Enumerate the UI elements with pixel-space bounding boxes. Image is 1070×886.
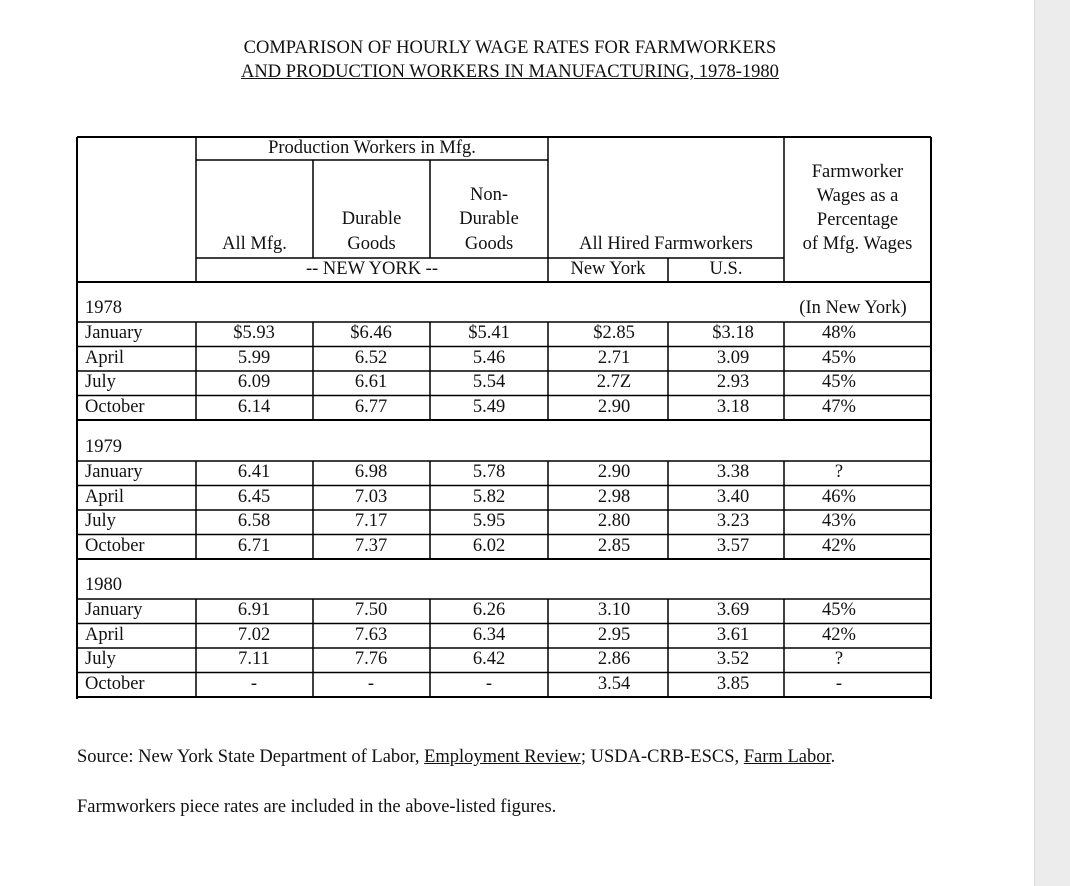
table-cell: 5.99	[237, 347, 271, 368]
year-label: 1978	[85, 298, 122, 318]
table-cell: 3.40	[716, 486, 750, 507]
header-pct-2: Wages as a	[816, 186, 899, 206]
table-cell: 6.02	[472, 535, 506, 556]
month-label: July	[85, 511, 116, 531]
pct-note: (In New York)	[799, 298, 907, 318]
title-line-1: COMPARISON OF HOURLY WAGE RATES FOR FARMWORKERS	[243, 38, 777, 58]
table-cell: 5.78	[472, 462, 506, 482]
table-cell: 5.46	[472, 347, 506, 368]
month-label: July	[85, 649, 116, 669]
table-cell: $3.18	[712, 323, 754, 343]
table-cell: -	[835, 673, 843, 694]
table-cell: 7.11	[238, 649, 270, 669]
footnote: Farmworkers piece rates are included in the above-listed figures.	[77, 797, 557, 817]
table-cell: 48%	[822, 323, 856, 343]
table-cell: 6.91	[237, 600, 271, 620]
header-pct-3: Percentage	[816, 210, 899, 230]
table-cell: 6.26	[472, 600, 506, 620]
month-label: October	[85, 535, 145, 556]
table-cell: 6.09	[237, 372, 271, 392]
year-label: 1979	[85, 437, 122, 457]
table-cell: 7.03	[354, 486, 388, 507]
header-all-hired-farmworkers: All Hired Farmworkers	[579, 234, 753, 254]
table-cell: 6.41	[237, 462, 271, 482]
table-cell: 2.80	[597, 511, 631, 531]
header-nondurable-3: Goods	[464, 234, 514, 254]
table-cell: 3.10	[597, 600, 631, 620]
header-durable-2: Goods	[347, 234, 396, 254]
month-label: April	[85, 486, 125, 507]
table-cell: 7.17	[354, 511, 388, 531]
month-label: April	[85, 347, 125, 368]
table-cell: 3.69	[716, 600, 750, 620]
table-cell: 3.09	[716, 347, 750, 368]
table-cell: $6.46	[350, 323, 392, 343]
table-cell: 7.63	[354, 624, 388, 645]
table-cell: 2.93	[716, 372, 750, 392]
table-cell: 7.50	[354, 600, 388, 620]
table-cell: $5.41	[468, 323, 510, 343]
month-label: July	[85, 372, 116, 392]
table-cell: 46%	[822, 486, 856, 507]
table-cell: 6.98	[354, 462, 388, 482]
header-production-workers: Production Workers in Mfg.	[268, 138, 476, 158]
table-cell: 3.52	[716, 649, 750, 669]
table-cell: ?	[834, 649, 844, 669]
month-label: January	[85, 600, 143, 620]
table-cell: 2.90	[597, 396, 631, 417]
table-cell: 2.86	[597, 649, 631, 669]
table-cell: 2.7Z	[596, 372, 632, 392]
month-label: January	[85, 323, 143, 343]
table-cell: 6.42	[472, 649, 506, 669]
table-cell: 3.61	[716, 624, 750, 645]
table-cell: 3.23	[716, 511, 750, 531]
table-cell: 5.82	[472, 486, 506, 507]
table-cell: 3.18	[716, 396, 750, 417]
table-cell: 5.54	[472, 372, 506, 392]
table-cell: -	[485, 673, 493, 694]
table-cell: 2.98	[597, 486, 631, 507]
header-new-york: New York	[570, 259, 646, 279]
table-cell: 6.61	[354, 372, 388, 392]
header-new-york-band: -- NEW YORK --	[305, 259, 439, 279]
header-pct-1: Farmworker	[811, 162, 904, 182]
table-cell: 7.37	[354, 535, 388, 556]
table-cell: 3.54	[597, 673, 631, 694]
header-us: U.S.	[709, 259, 743, 279]
table-cell: 43%	[822, 511, 856, 531]
table-cell: 5.49	[472, 396, 506, 417]
table-cell: 3.38	[716, 462, 750, 482]
table-cell: 3.57	[716, 535, 750, 556]
source-line: Source: New York State Department of Labor, Employment Review; USDA-CRB-ESCS, Farm Labor.	[77, 747, 836, 767]
header-pct-4: of Mfg. Wages	[802, 234, 913, 254]
table-cell: 2.85	[597, 535, 631, 556]
table-cell: 6.52	[354, 347, 388, 368]
table-cell: 7.02	[237, 624, 271, 645]
table-cell: 6.58	[237, 511, 271, 531]
header-nondurable-2: Durable	[459, 209, 519, 229]
table-cell: 2.71	[597, 347, 631, 368]
header-nondurable-1: Non-	[469, 185, 509, 205]
table-cell: -	[367, 673, 375, 694]
month-label: October	[85, 396, 145, 417]
title-line-2: AND PRODUCTION WORKERS IN MANUFACTURING, 1978-1980	[241, 62, 779, 82]
table-cell: 2.95	[597, 624, 631, 645]
table-cell: 6.34	[472, 624, 506, 645]
table-cell: 6.45	[237, 486, 271, 507]
table-cell: 45%	[822, 347, 856, 368]
month-label: April	[85, 624, 125, 645]
table-cell: 42%	[822, 624, 856, 645]
year-label: 1980	[85, 575, 122, 595]
table-cell: 2.90	[597, 462, 631, 482]
header-durable-1: Durable	[341, 209, 402, 229]
table-cell: 6.14	[237, 396, 271, 417]
table-cell: 6.71	[237, 535, 271, 556]
table-cell: 45%	[822, 372, 856, 392]
table-cell: 3.85	[716, 673, 750, 694]
table-cell: 45%	[822, 600, 856, 620]
table-cell: $2.85	[593, 323, 635, 343]
table-cell: 47%	[822, 396, 856, 417]
table-cell: -	[250, 673, 258, 694]
table-cell: 7.76	[354, 649, 388, 669]
month-label: January	[85, 462, 143, 482]
table-cell: 5.95	[472, 511, 506, 531]
month-label: October	[85, 673, 145, 694]
header-all-mfg: All Mfg.	[222, 234, 287, 254]
table-cell: ?	[834, 462, 844, 482]
table-cell: $5.93	[233, 323, 275, 343]
table-cell: 42%	[822, 535, 856, 556]
table-cell: 6.77	[354, 396, 388, 417]
